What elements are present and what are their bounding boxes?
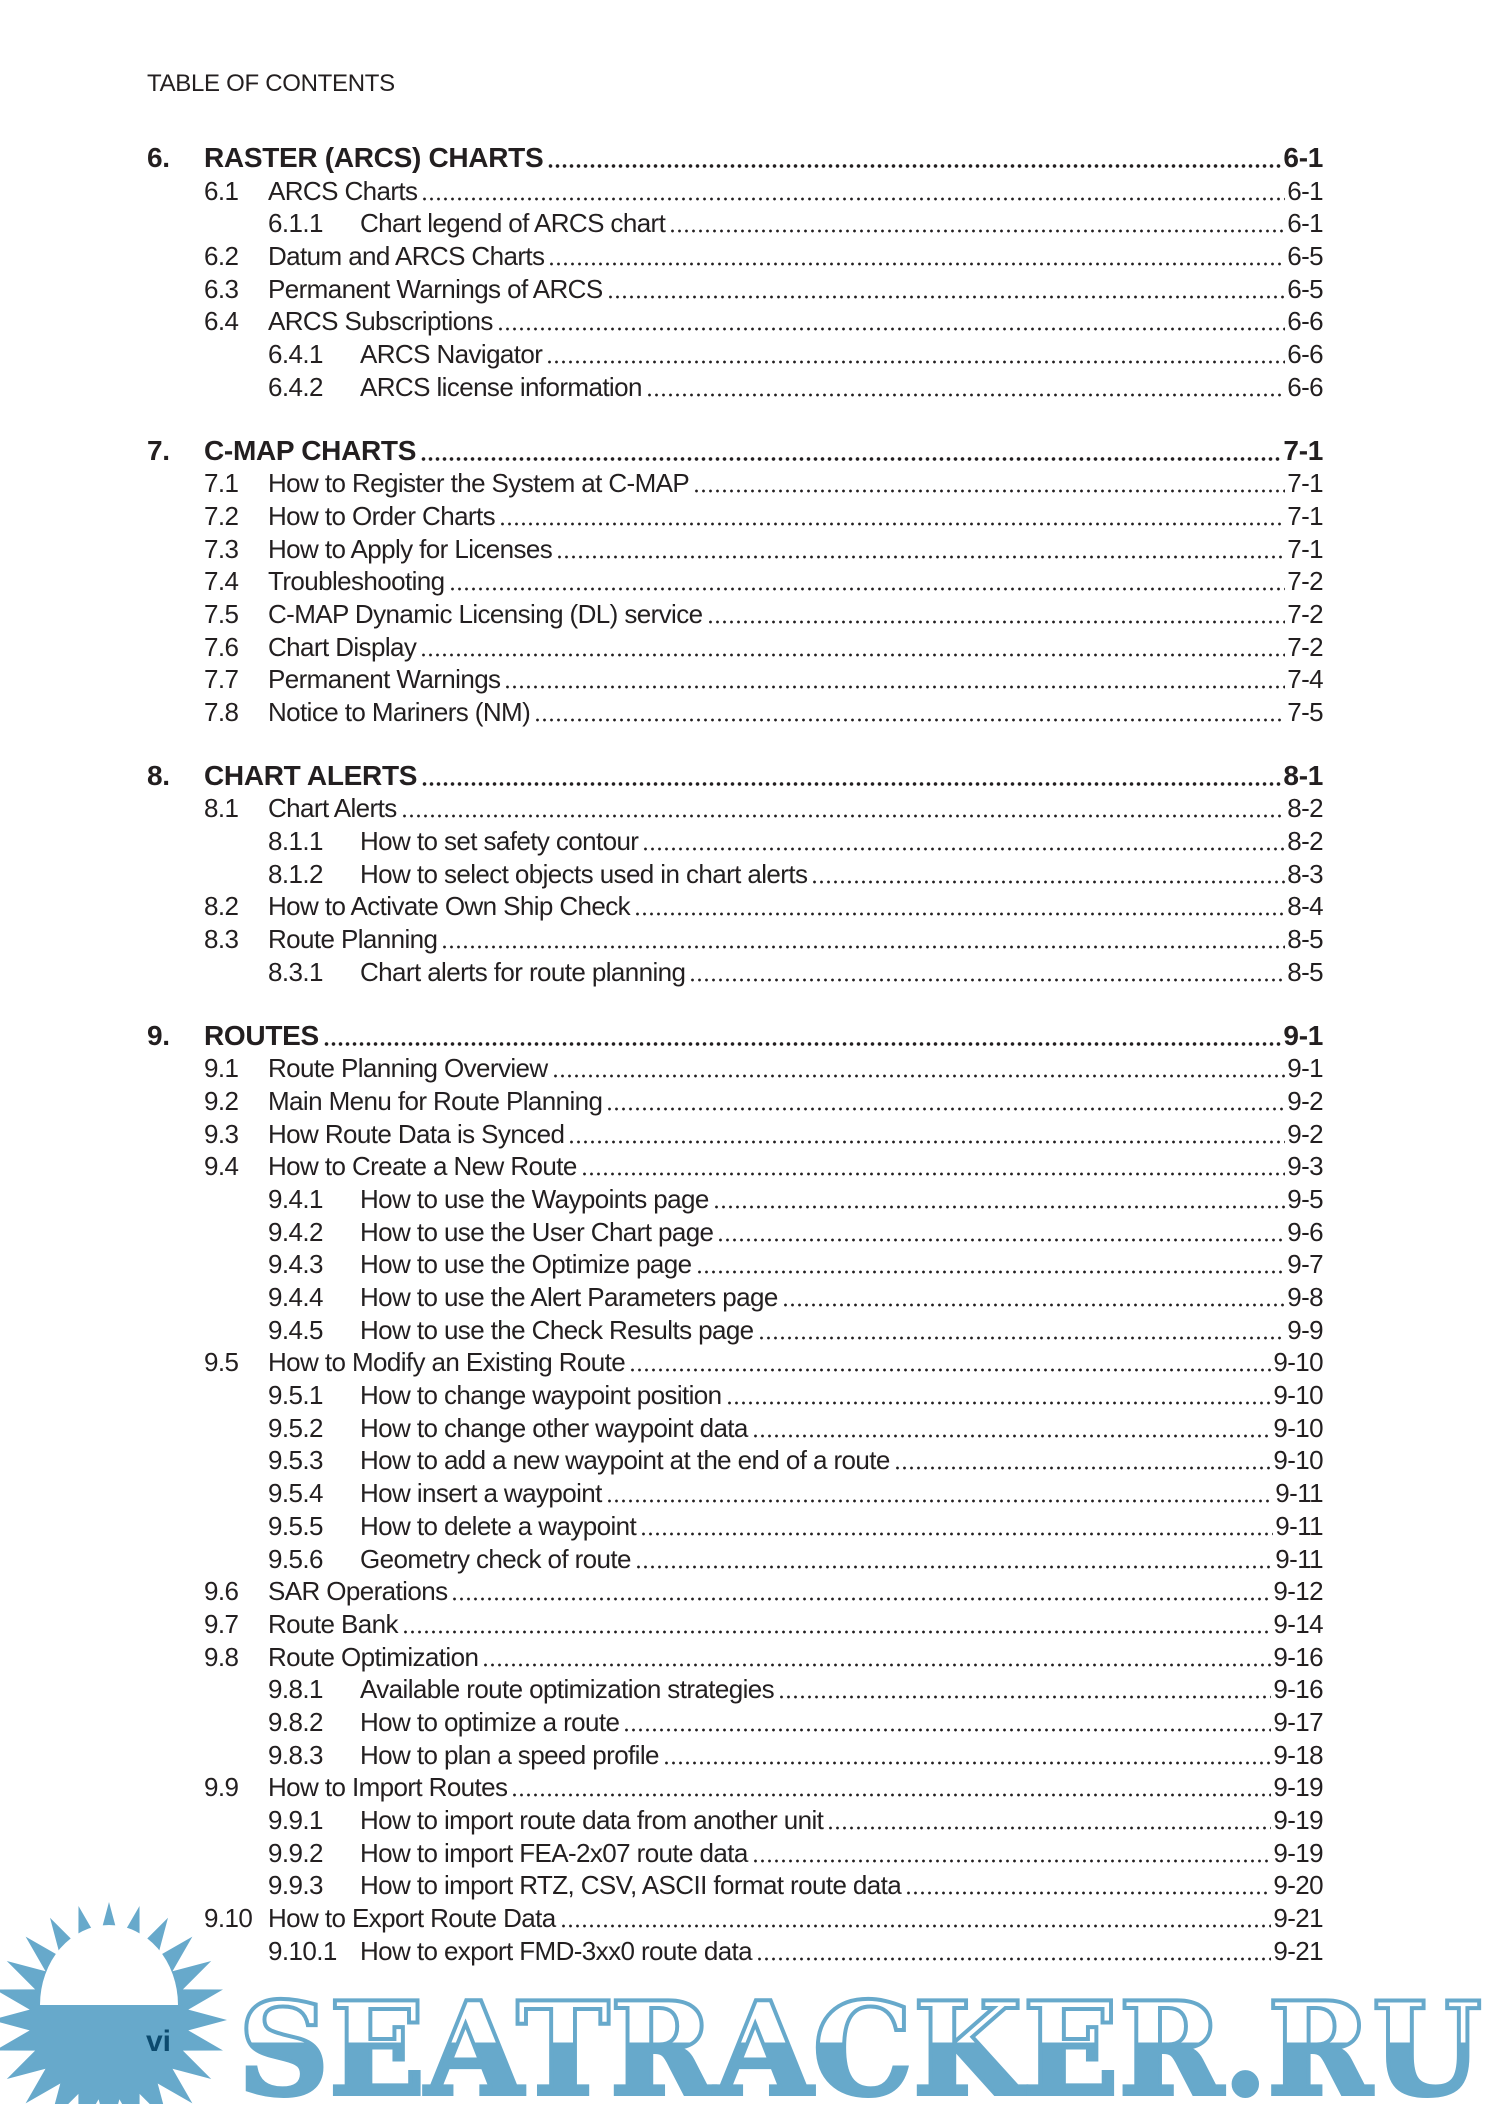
entry-page: 9-2	[1287, 1085, 1323, 1116]
entry-page: 8-5	[1287, 956, 1323, 987]
entry-title: Main Menu for Route Planning	[268, 1085, 603, 1116]
entry-number: 9.4.3	[268, 1249, 323, 1280]
toc-entry[interactable]	[0, 1477, 1487, 1510]
entry-page: 9-19	[1273, 1772, 1323, 1803]
entry-title: ARCS license information	[360, 371, 642, 402]
watermark-text: SEATRACKER.RU	[238, 1975, 1482, 2104]
entry-title: Geometry check of route	[360, 1543, 631, 1574]
entry-title: Permanent Warnings of ARCS	[268, 273, 603, 304]
toc-entry[interactable]	[0, 1085, 1487, 1118]
leader-dots	[758, 1314, 1286, 1347]
entry-number: 9.5.2	[268, 1412, 323, 1443]
entry-title: How to plan a speed profile	[360, 1739, 659, 1770]
toc-entry[interactable]	[0, 565, 1487, 598]
entry-number: 9.5.6	[268, 1543, 323, 1574]
entry-title: Permanent Warnings	[268, 664, 501, 695]
leader-dots	[504, 663, 1285, 696]
entry-number: 8.	[147, 759, 170, 791]
entry-number: 7.2	[204, 500, 239, 531]
entry-number: 7.6	[204, 631, 239, 662]
entry-title: ROUTES	[204, 1019, 319, 1051]
entry-title: Datum and ARCS Charts	[268, 241, 545, 272]
leader-dots	[607, 273, 1286, 306]
toc-entry[interactable]	[0, 1052, 1487, 1085]
entry-title: Chart Display	[268, 631, 417, 662]
entry-page: 6-6	[1287, 339, 1323, 370]
entry-number: 9.8	[204, 1641, 239, 1672]
entry-page: 9-10	[1273, 1412, 1323, 1443]
leader-dots	[635, 1543, 1273, 1576]
toc-entry[interactable]	[0, 467, 1487, 500]
entry-page: 8-2	[1287, 793, 1323, 824]
entry-number: 9.3	[204, 1118, 239, 1149]
entry-number: 6.1	[204, 175, 239, 206]
entry-number: 8.3	[204, 924, 239, 955]
toc-entry[interactable]	[0, 1346, 1487, 1379]
toc-chapter-entry[interactable]	[0, 435, 1487, 468]
entry-title: CHART ALERTS	[204, 759, 418, 791]
entry-page: 9-5	[1287, 1183, 1323, 1214]
leader-dots	[707, 598, 1286, 631]
entry-number: 9.	[147, 1019, 170, 1051]
entry-number: 7.5	[204, 598, 239, 629]
entry-page: 7-5	[1287, 697, 1323, 727]
entry-title: RASTER (ARCS) CHARTS	[204, 142, 544, 173]
toc-entry[interactable]	[0, 1118, 1487, 1151]
entry-page: 9-11	[1275, 1543, 1323, 1574]
entry-number: 9.5	[204, 1347, 239, 1378]
entry-number: 9.8.1	[268, 1674, 323, 1705]
toc-entry[interactable]	[0, 273, 1487, 306]
leader-dots	[552, 1052, 1286, 1085]
entry-title: ARCS Navigator	[360, 339, 543, 370]
leader-dots	[441, 923, 1285, 956]
leader-dots	[499, 500, 1285, 533]
entry-number: 6.1.1	[268, 208, 323, 239]
entry-title: How to Export Route Data	[268, 1903, 556, 1934]
page-number: vi	[146, 2025, 172, 2058]
leader-dots	[451, 1575, 1271, 1608]
entry-title: How to select objects used in chart alerts	[360, 858, 808, 889]
entry-title: Available route optimization strategies	[360, 1674, 775, 1705]
entry-number: 9.5.3	[268, 1445, 323, 1476]
entry-number: 6.	[147, 142, 170, 173]
entry-page: 9-18	[1273, 1739, 1323, 1770]
entry-title: Route Optimization	[268, 1641, 479, 1672]
leader-dots	[497, 305, 1285, 338]
leader-dots	[623, 1706, 1271, 1739]
toc-entry[interactable]	[0, 1183, 1487, 1216]
entry-page: 8-4	[1287, 891, 1323, 922]
toc-entry[interactable]	[0, 1739, 1487, 1772]
entry-number: 7.	[147, 434, 170, 466]
toc-entry[interactable]	[0, 1444, 1487, 1477]
entry-number: 8.1.1	[268, 826, 323, 857]
entry-title: Route Bank	[268, 1608, 398, 1639]
leader-dots	[905, 1869, 1271, 1902]
entry-number: 9.7	[204, 1608, 239, 1639]
leader-dots	[894, 1444, 1272, 1477]
toc-entry[interactable]	[0, 890, 1487, 923]
toc-chapter-entry[interactable]	[0, 142, 1487, 175]
entry-title: How to change waypoint position	[360, 1380, 722, 1411]
entry-page: 9-2	[1287, 1118, 1323, 1149]
entry-number: 9.4	[204, 1151, 239, 1182]
leader-dots	[606, 1477, 1274, 1510]
entry-page: 7-1	[1287, 468, 1323, 499]
entry-page: 9-11	[1275, 1510, 1323, 1541]
toc-entry[interactable]	[0, 240, 1487, 273]
leader-dots	[421, 760, 1281, 793]
leader-dots	[634, 890, 1285, 923]
leader-dots	[402, 1608, 1271, 1641]
entry-title: C-MAP CHARTS	[204, 434, 417, 466]
entry-title: How to use the Check Results page	[360, 1314, 754, 1345]
entry-title: How to change other waypoint data	[360, 1412, 748, 1443]
entry-page: 9-6	[1287, 1216, 1323, 1247]
toc-entry[interactable]	[0, 1608, 1487, 1641]
leader-dots	[646, 371, 1285, 404]
leader-dots	[606, 1085, 1285, 1118]
entry-page: 9-17	[1273, 1706, 1323, 1737]
entry-number: 9.9.3	[268, 1870, 323, 1901]
entry-number: 9.8.3	[268, 1739, 323, 1770]
entry-title: How to Modify an Existing Route	[268, 1347, 626, 1378]
toc-entry[interactable]	[0, 923, 1487, 956]
entry-title: How to optimize a route	[360, 1706, 620, 1737]
leader-dots	[640, 1510, 1273, 1543]
toc-entry[interactable]	[0, 533, 1487, 566]
leader-dots	[713, 1183, 1285, 1216]
entry-page: 9-14	[1273, 1608, 1323, 1639]
entry-page: 7-1	[1283, 434, 1323, 466]
sun-logo-icon	[0, 1902, 227, 2104]
entry-number: 9.5.4	[268, 1478, 323, 1509]
running-header: TABLE OF CONTENTS	[147, 70, 395, 97]
entry-title: How to delete a waypoint	[360, 1510, 637, 1541]
leader-dots	[581, 1150, 1286, 1183]
entry-number: 9.4.4	[268, 1282, 323, 1312]
entry-page: 7-4	[1287, 664, 1323, 695]
entry-number: 9.10	[204, 1903, 253, 1934]
entry-title: ARCS Subscriptions	[268, 306, 493, 337]
entry-number: 9.8.2	[268, 1706, 323, 1737]
entry-title: How to Create a New Route	[268, 1151, 577, 1182]
entry-number: 9.1	[204, 1053, 239, 1084]
leader-dots	[642, 825, 1285, 858]
toc-entry[interactable]	[0, 338, 1487, 371]
leader-dots	[717, 1216, 1285, 1249]
table-of-contents	[0, 142, 1487, 1967]
entry-page: 9-16	[1273, 1641, 1323, 1672]
entry-number: 8.1	[204, 793, 239, 824]
entry-title: Chart Alerts	[268, 793, 397, 824]
toc-entry[interactable]	[0, 825, 1487, 858]
entry-page: 6-1	[1287, 208, 1323, 239]
leader-dots	[693, 467, 1285, 500]
entry-number: 7.1	[204, 468, 239, 499]
toc-entry[interactable]	[0, 175, 1487, 208]
entry-number: 9.10.1	[268, 1935, 337, 1966]
toc-entry[interactable]	[0, 858, 1487, 891]
entry-title: How to import FEA-2x07 route data	[360, 1837, 748, 1868]
entry-title: Chart legend of ARCS chart	[360, 208, 666, 239]
entry-page: 6-6	[1287, 306, 1323, 337]
entry-page: 8-2	[1287, 826, 1323, 857]
entry-number: 8.3.1	[268, 956, 323, 987]
entry-page: 9-7	[1287, 1249, 1323, 1280]
toc-entry[interactable]	[0, 696, 1487, 729]
entry-number: 9.9.2	[268, 1837, 323, 1868]
entry-page: 9-1	[1283, 1019, 1323, 1051]
leader-dots	[421, 175, 1285, 208]
toc-entry[interactable]	[0, 1771, 1487, 1804]
entry-title: How to use the Optimize page	[360, 1249, 692, 1280]
entry-page: 9-10	[1273, 1380, 1323, 1411]
entry-title: Notice to Mariners (NM)	[268, 697, 531, 727]
entry-title: How to import route data from another unit	[360, 1805, 824, 1835]
entry-number: 7.7	[204, 664, 239, 695]
toc-entry[interactable]	[0, 1869, 1487, 1902]
entry-page: 7-2	[1287, 566, 1323, 597]
toc-entry[interactable]	[0, 1412, 1487, 1445]
entry-number: 9.6	[204, 1576, 239, 1607]
entry-number: 9.9.1	[268, 1805, 323, 1835]
entry-page: 8-3	[1287, 858, 1323, 889]
entry-page: 6-6	[1287, 371, 1323, 402]
entry-number: 9.5.1	[268, 1380, 323, 1411]
leader-dots	[547, 142, 1281, 175]
entry-title: How to Order Charts	[268, 500, 496, 531]
toc-entry[interactable]	[0, 1150, 1487, 1183]
toc-entry[interactable]	[0, 371, 1487, 404]
leader-dots	[568, 1118, 1285, 1151]
toc-entry[interactable]	[0, 1804, 1487, 1837]
entry-page: 9-10	[1273, 1445, 1323, 1476]
toc-entry[interactable]	[0, 1641, 1487, 1674]
entry-title: How to use the Waypoints page	[360, 1183, 709, 1214]
entry-title: Chart alerts for route planning	[360, 956, 686, 987]
entry-page: 6-5	[1287, 241, 1323, 272]
entry-title: Route Planning	[268, 924, 438, 955]
leader-dots	[782, 1281, 1285, 1314]
leader-dots	[546, 338, 1285, 371]
leader-dots	[629, 1346, 1271, 1379]
entry-title: Troubleshooting	[268, 566, 445, 597]
toc-entry[interactable]	[0, 1314, 1487, 1347]
leader-dots	[323, 1020, 1282, 1053]
entry-page: 8-1	[1283, 759, 1323, 791]
leader-dots	[556, 533, 1285, 566]
entry-number: 7.4	[204, 566, 239, 597]
entry-title: C-MAP Dynamic Licensing (DL) service	[268, 598, 703, 629]
entry-title: How to import RTZ, CSV, ASCII format route data	[360, 1870, 902, 1901]
toc-entry[interactable]	[0, 1379, 1487, 1412]
entry-title: How to Activate Own Ship Check	[268, 891, 631, 922]
leader-dots	[811, 858, 1285, 891]
toc-entry[interactable]	[0, 500, 1487, 533]
leader-dots	[696, 1248, 1286, 1281]
entry-page: 6-5	[1287, 273, 1323, 304]
toc-entry[interactable]	[0, 305, 1487, 338]
entry-page: 9-12	[1273, 1576, 1323, 1607]
entry-page: 9-16	[1273, 1674, 1323, 1705]
leader-dots	[752, 1412, 1272, 1445]
seatracker-watermark	[0, 1900, 1487, 2104]
leader-dots	[482, 1641, 1271, 1674]
toc-entry[interactable]	[0, 1706, 1487, 1739]
entry-number: 6.4.2	[268, 371, 323, 402]
entry-number: 9.4.5	[268, 1314, 323, 1345]
entry-page: 9-11	[1275, 1478, 1323, 1509]
entry-page: 9-19	[1273, 1837, 1323, 1868]
toc-entry[interactable]	[0, 1216, 1487, 1249]
toc-entry[interactable]	[0, 631, 1487, 664]
entry-title: How to Import Routes	[268, 1772, 508, 1803]
entry-number: 7.8	[204, 697, 239, 727]
entry-page: 6-1	[1287, 175, 1323, 206]
entry-page: 9-3	[1287, 1151, 1323, 1182]
entry-page: 9-21	[1273, 1935, 1323, 1966]
leader-dots	[689, 956, 1285, 989]
entry-page: 9-8	[1287, 1282, 1323, 1312]
entry-number: 9.4.2	[268, 1216, 323, 1247]
leader-dots	[534, 696, 1285, 729]
toc-chapter-entry[interactable]	[0, 1020, 1487, 1053]
entry-page: 9-19	[1273, 1805, 1323, 1835]
entry-page: 9-1	[1287, 1053, 1323, 1084]
entry-page: 8-5	[1287, 924, 1323, 955]
entry-page: 7-1	[1287, 500, 1323, 531]
entry-title: How Route Data is Synced	[268, 1118, 565, 1149]
entry-number: 8.2	[204, 891, 239, 922]
toc-entry[interactable]	[0, 598, 1487, 631]
leader-dots	[726, 1379, 1272, 1412]
entry-title: Route Planning Overview	[268, 1053, 548, 1084]
toc-entry[interactable]	[0, 792, 1487, 825]
entry-number: 6.4	[204, 306, 239, 337]
leader-dots	[827, 1804, 1271, 1837]
entry-page: 9-21	[1273, 1903, 1323, 1934]
toc-entry[interactable]	[0, 1543, 1487, 1576]
entry-number: 9.9	[204, 1772, 239, 1803]
toc-entry[interactable]	[0, 1673, 1487, 1706]
entry-title: ARCS Charts	[268, 175, 418, 206]
toc-entry[interactable]	[0, 1281, 1487, 1314]
toc-entry[interactable]	[0, 1837, 1487, 1870]
leader-dots	[420, 435, 1281, 468]
entry-title: How insert a waypoint	[360, 1478, 602, 1509]
entry-title: How to set safety contour	[360, 826, 639, 857]
entry-title: SAR Operations	[268, 1576, 448, 1607]
entry-number: 9.5.5	[268, 1510, 323, 1541]
toc-entry[interactable]	[0, 207, 1487, 240]
entry-page: 9-10	[1273, 1347, 1323, 1378]
entry-number: 6.3	[204, 273, 239, 304]
entry-page: 6-1	[1283, 142, 1323, 173]
entry-number: 9.2	[204, 1085, 239, 1116]
leader-dots	[449, 565, 1286, 598]
entry-page: 7-2	[1287, 631, 1323, 662]
entry-title: How to Apply for Licenses	[268, 533, 553, 564]
entry-title: How to use the Alert Parameters page	[360, 1282, 778, 1312]
entry-number: 7.3	[204, 533, 239, 564]
leader-dots	[778, 1673, 1271, 1706]
entry-title: How to add a new waypoint at the end of a route	[360, 1445, 890, 1476]
entry-number: 8.1.2	[268, 858, 323, 889]
leader-dots	[669, 207, 1285, 240]
leader-dots	[401, 792, 1286, 825]
entry-page: 7-2	[1287, 598, 1323, 629]
leader-dots	[511, 1771, 1271, 1804]
toc-entry[interactable]	[0, 1575, 1487, 1608]
toc-entry[interactable]	[0, 663, 1487, 696]
toc-entry[interactable]	[0, 956, 1487, 989]
entry-title: How to use the User Chart page	[360, 1216, 714, 1247]
toc-entry[interactable]	[0, 1248, 1487, 1281]
entry-page: 9-20	[1273, 1870, 1323, 1901]
entry-title: How to Register the System at C-MAP	[268, 468, 690, 499]
entry-number: 9.4.1	[268, 1183, 323, 1214]
entry-page: 9-9	[1287, 1314, 1323, 1345]
leader-dots	[752, 1837, 1272, 1870]
entry-number: 6.4.1	[268, 339, 323, 370]
leader-dots	[548, 240, 1285, 273]
entry-page: 7-1	[1287, 533, 1323, 564]
leader-dots	[420, 631, 1285, 664]
leader-dots	[663, 1739, 1271, 1772]
entry-title: How to export FMD-3xx0 route data	[360, 1935, 753, 1966]
toc-chapter-entry[interactable]	[0, 760, 1487, 793]
entry-number: 6.2	[204, 241, 239, 272]
toc-entry[interactable]	[0, 1510, 1487, 1543]
